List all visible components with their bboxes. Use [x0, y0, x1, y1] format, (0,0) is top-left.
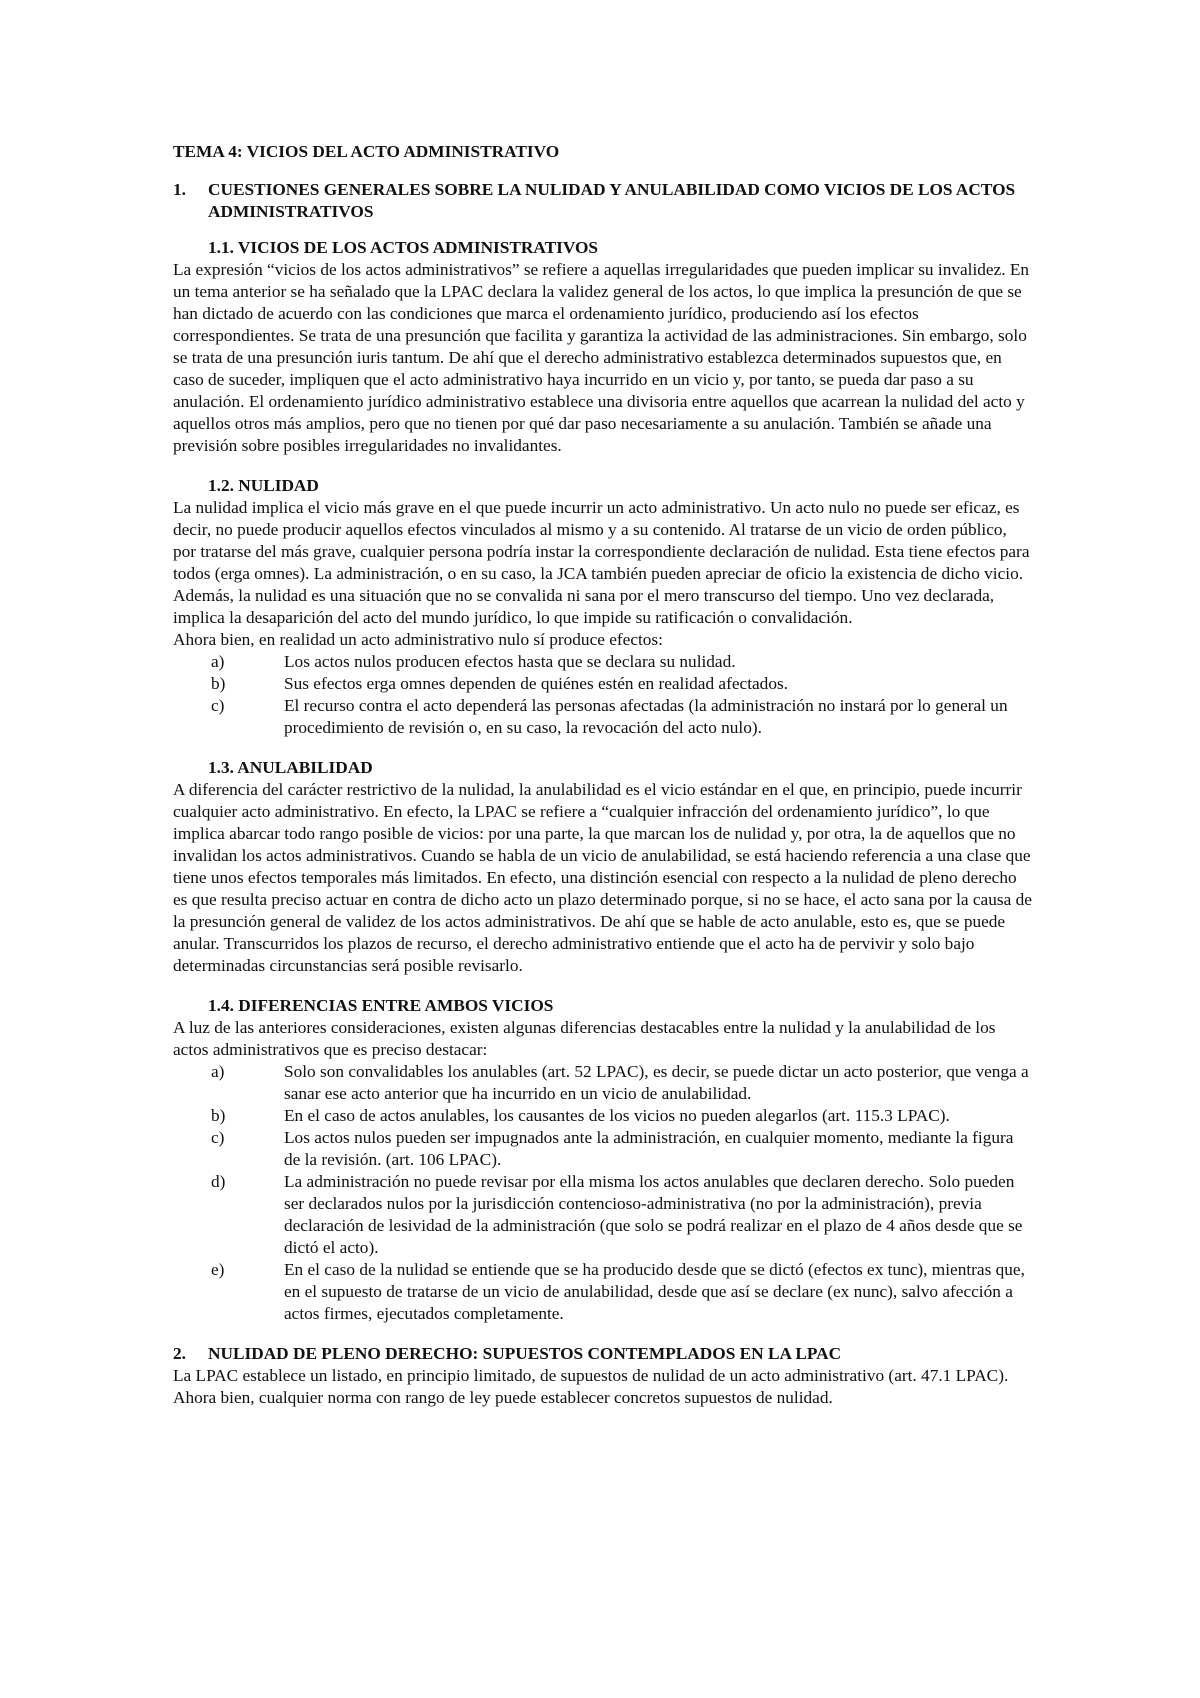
subsection-1-2-intro: Ahora bien, en realidad un acto administrativo nulo sí produce efectos: [173, 630, 663, 649]
subsection-1-1 [173, 237, 1032, 457]
list-item-letter: b) [211, 674, 226, 693]
subsection-1-3-heading: 1.3. ANULABILIDAD [208, 758, 373, 777]
nulidad-effects-list [173, 651, 1032, 739]
list-item [173, 1259, 1032, 1325]
list-item-letter: c) [211, 1128, 225, 1147]
section-2-heading [173, 1343, 1032, 1365]
list-item-letter: c) [211, 696, 225, 715]
subsection-1-1-paragraph: La expresión “vicios de los actos administrativos” se refiere a aquellas irregularidades que pueden implicar su invalidez. En un tema anterior se ha señalado que la LPAC declara la validez general de los actos, lo que implica la presunción de que se han dictado de acuerdo con las condiciones que marca el ordenamiento jurídico, produciendo así los efectos correspondientes. Se trata de una presunción que facilita y garantiza la actividad de las administraciones. Sin embargo, solo se trata de una presunción iuris tantum. De ahí que el derecho administrativo establezca determinados supuestos que, en caso de suceder, impliquen que el acto administrativo haya incurrido en un vicio y, por tanto, se pueda dar paso a su anulación. El ordenamiento jurídico administrativo establece una divisoria entre aquellos que acarrean la nulidad del acto y aquellos otros más amplios, pero que no tienen por qué dar paso necesariamente a su anulación. También se añade una previsión sobre posibles irregularidades no invalidantes. [173, 260, 1030, 455]
list-item-text: La administración no puede revisar por ella misma los actos anulables que declaren derecho. Solo pueden ser declarados nulos por la jurisdicción contencioso-administrativa (no por la administración), previa declaración de lesividad de la administración (que solo se podrá realizar en el plazo de 4 años desde que se dictó el acto). [284, 1172, 1023, 1257]
list-item-text: En el caso de la nulidad se entiende que se ha producido desde que se dictó (efectos ex tunc), mientras que, en el supuesto de tratarse de un vicio de anulabilidad, desde que así se declare (ex nunc), salvo afección a actos firmes, ejecutados completamente. [284, 1260, 1025, 1323]
subsection-1-3 [173, 757, 1032, 977]
list-item [173, 1171, 1032, 1259]
subsection-1-4 [173, 995, 1032, 1325]
document-title: TEMA 4: VICIOS DEL ACTO ADMINISTRATIVO [173, 142, 560, 161]
list-item-letter: e) [211, 1260, 225, 1279]
list-item-text: El recurso contra el acto dependerá las personas afectadas (la administración no instará por lo general un procedimiento de revisión o, en su caso, la revocación del acto nulo). [284, 696, 1008, 737]
list-item-text: Los actos nulos pueden ser impugnados ante la administración, en cualquier momento, mediante la figura de la revisión. (art. 106 LPAC). [284, 1128, 1014, 1169]
section-2-title: NULIDAD DE PLENO DERECHO: SUPUESTOS CONTEMPLADOS EN LA LPAC [208, 1344, 842, 1363]
differences-list [173, 1061, 1032, 1325]
list-item-text: En el caso de actos anulables, los causantes de los vicios no pueden alegarlos (art. 115.3 LPAC). [284, 1106, 950, 1125]
section-2 [173, 1343, 1032, 1409]
section-2-paragraph: La LPAC establece un listado, en principio limitado, de supuestos de nulidad de un acto administrativo (art. 47.1 LPAC). Ahora bien, cualquier norma con rango de ley puede establecer concretos supuestos de nulidad. [173, 1366, 1009, 1407]
subsection-1-2 [173, 475, 1032, 739]
section-1-number: 1. [173, 180, 186, 199]
section-1-title: CUESTIONES GENERALES SOBRE LA NULIDAD Y ANULABILIDAD COMO VICIOS DE LOS ACTOS ADMINISTRATIVOS [208, 180, 1016, 221]
list-item-letter: b) [211, 1106, 226, 1125]
subsection-1-2-heading: 1.2. NULIDAD [208, 476, 319, 495]
list-item [173, 1105, 1032, 1127]
list-item-text: Solo son convalidables los anulables (art. 52 LPAC), es decir, se puede dictar un acto posterior, que venga a sanar ese acto anterior que ha incurrido en un vicio de anulabilidad. [284, 1062, 1029, 1103]
section-2-number: 2. [173, 1344, 186, 1363]
subsection-1-4-heading: 1.4. DIFERENCIAS ENTRE AMBOS VICIOS [208, 996, 554, 1015]
list-item [173, 1127, 1032, 1171]
subsection-1-3-paragraph: A diferencia del carácter restrictivo de la nulidad, la anulabilidad es el vicio estándar en el que, en principio, puede incurrir cualquier acto administrativo. En efecto, la LPAC se refiere a “cualquier infracción del ordenamiento jurídico”, lo que implica abarcar todo rango posible de vicios: por una parte, la que marcan los de nulidad y, por otra, la de aquellos que no invalidan los actos administrativos. Cuando se habla de un vicio de anulabilidad, se está haciendo referencia a una clase que tiene unos efectos temporales más limitados. En efecto, una distinción esencial con respecto a la nulidad de pleno derecho es que resulta preciso actuar en contra de dicho acto un plazo determinado porque, si no se hace, el acto sana por la causa de la presunción general de validez de los actos administrativos. De ahí que se hable de acto anulable, esto es, que se puede anular. Transcurridos los plazos de recurso, el derecho administrativo entiende que el acto ha de pervivir y solo bajo determinadas circunstancias será posible revisarlo. [173, 780, 1032, 975]
list-item [173, 1061, 1032, 1105]
list-item [173, 651, 1032, 673]
list-item-letter: d) [211, 1172, 226, 1191]
list-item-text: Sus efectos erga omnes dependen de quiénes estén en realidad afectados. [284, 674, 788, 693]
list-item [173, 695, 1032, 739]
list-item-letter: a) [211, 652, 225, 671]
subsection-1-4-paragraph: A luz de las anteriores consideraciones, existen algunas diferencias destacables entre la nulidad y la anulabilidad de los actos administrativos que es preciso destacar: [173, 1018, 996, 1059]
section-1-heading [173, 179, 1032, 223]
list-item-letter: a) [211, 1062, 225, 1081]
subsection-1-2-paragraph: La nulidad implica el vicio más grave en el que puede incurrir un acto administrativo. Un acto nulo no puede ser eficaz, es decir, no puede producir aquellos efectos vinculados al mismo y a su contenido. Al tratarse de un vicio de orden público, por tratarse del más grave, cualquier persona podría instar la correspondiente declaración de nulidad. Esta tiene efectos para todos (erga omnes). La administración, o en su caso, la JCA también pueden apreciar de oficio la existencia de dicho vicio. Además, la nulidad es una situación que no se convalida ni sana por el mero transcurso del tiempo. Uno vez declarada, implica la desaparición del acto del mundo jurídico, lo que impide su ratificación o convalidación. [173, 498, 1030, 627]
list-item [173, 673, 1032, 695]
list-item-text: Los actos nulos producen efectos hasta que se declara su nulidad. [284, 652, 736, 671]
subsection-1-1-heading: 1.1. VICIOS DE LOS ACTOS ADMINISTRATIVOS [208, 238, 599, 257]
